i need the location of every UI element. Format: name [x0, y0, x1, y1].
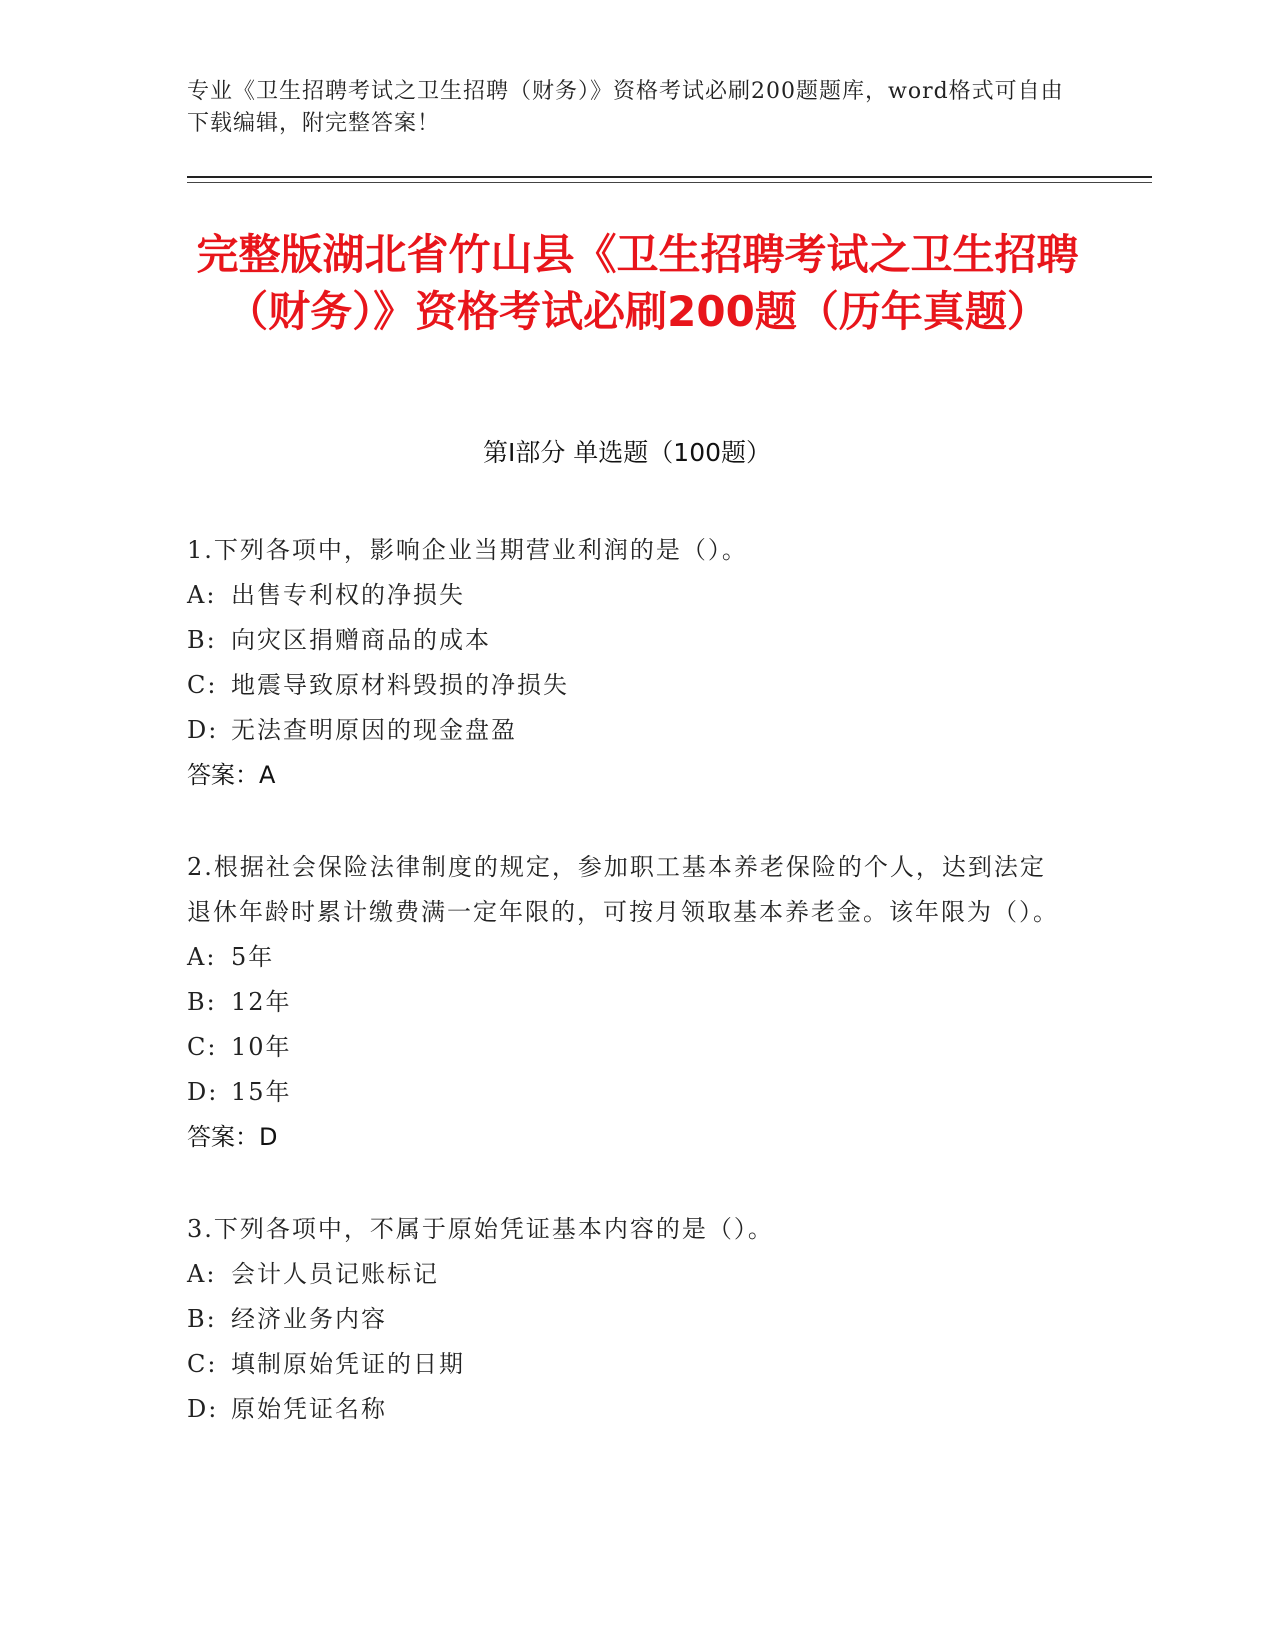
question-3 [187, 1207, 1067, 1432]
option-d [187, 708, 1067, 753]
option-key: B: [187, 988, 217, 1016]
option-key: A: [187, 943, 217, 971]
option-text: 5年 [231, 943, 275, 971]
option-key: A: [187, 1260, 217, 1288]
option-d [187, 1387, 1067, 1432]
question-stem: 1.下列各项中，影响企业当期营业利润的是（）。 [187, 536, 748, 564]
option-key: D: [187, 1078, 219, 1106]
option-c [187, 1342, 1067, 1387]
option-text: 12年 [231, 988, 292, 1016]
option-a [187, 935, 1067, 980]
option-d [187, 1070, 1067, 1115]
option-text: 无法查明原因的现金盘盈 [231, 716, 517, 744]
question-2 [187, 845, 1067, 1160]
option-a [187, 573, 1067, 618]
option-key: B: [187, 626, 217, 654]
question-1 [187, 528, 1067, 798]
option-b [187, 1297, 1067, 1342]
option-c [187, 663, 1067, 708]
answer-line: 答案：A [187, 761, 276, 789]
option-key: C: [187, 1033, 218, 1061]
option-text: 原始凭证名称 [231, 1395, 387, 1423]
question-stem: 2.根据社会保险法律制度的规定，参加职工基本养老保险的个人，达到法定退休年龄时累计缴费满一定年限的，可按月领取基本养老金。该年限为（）。 [187, 853, 1059, 926]
section-title: 第I部分 单选题（100题） [482, 438, 772, 467]
question-stem: 3.下列各项中，不属于原始凭证基本内容的是（）。 [187, 1215, 774, 1243]
option-b [187, 980, 1067, 1025]
option-c [187, 1025, 1067, 1070]
option-b [187, 618, 1067, 663]
option-key: A: [187, 581, 217, 609]
option-key: B: [187, 1305, 217, 1333]
document-title: 完整版湖北省竹山县《卫生招聘考试之卫生招聘（财务）》资格考试必刷200题（历年真题） [196, 230, 1079, 336]
option-text: 经济业务内容 [231, 1305, 387, 1333]
question-list [187, 528, 1067, 1479]
header-note: 专业《卫生招聘考试之卫生招聘（财务）》资格考试必刷200题题库，word格式可自由下载编辑，附完整答案！ [187, 79, 1064, 136]
option-key: C: [187, 671, 218, 699]
option-key: C: [187, 1350, 218, 1378]
option-text: 填制原始凭证的日期 [231, 1350, 465, 1378]
header-divider-thick [187, 176, 1152, 178]
option-text: 会计人员记账标记 [231, 1260, 439, 1288]
option-text: 15年 [231, 1078, 292, 1106]
option-text: 出售专利权的净损失 [231, 581, 465, 609]
option-key: D: [187, 716, 219, 744]
answer-line: 答案：D [187, 1123, 278, 1151]
header-divider-thin [187, 182, 1152, 183]
option-text: 地震导致原材料毁损的净损失 [231, 671, 569, 699]
option-text: 向灾区捐赠商品的成本 [231, 626, 491, 654]
option-key: D: [187, 1395, 219, 1423]
option-a [187, 1252, 1067, 1297]
option-text: 10年 [231, 1033, 292, 1061]
